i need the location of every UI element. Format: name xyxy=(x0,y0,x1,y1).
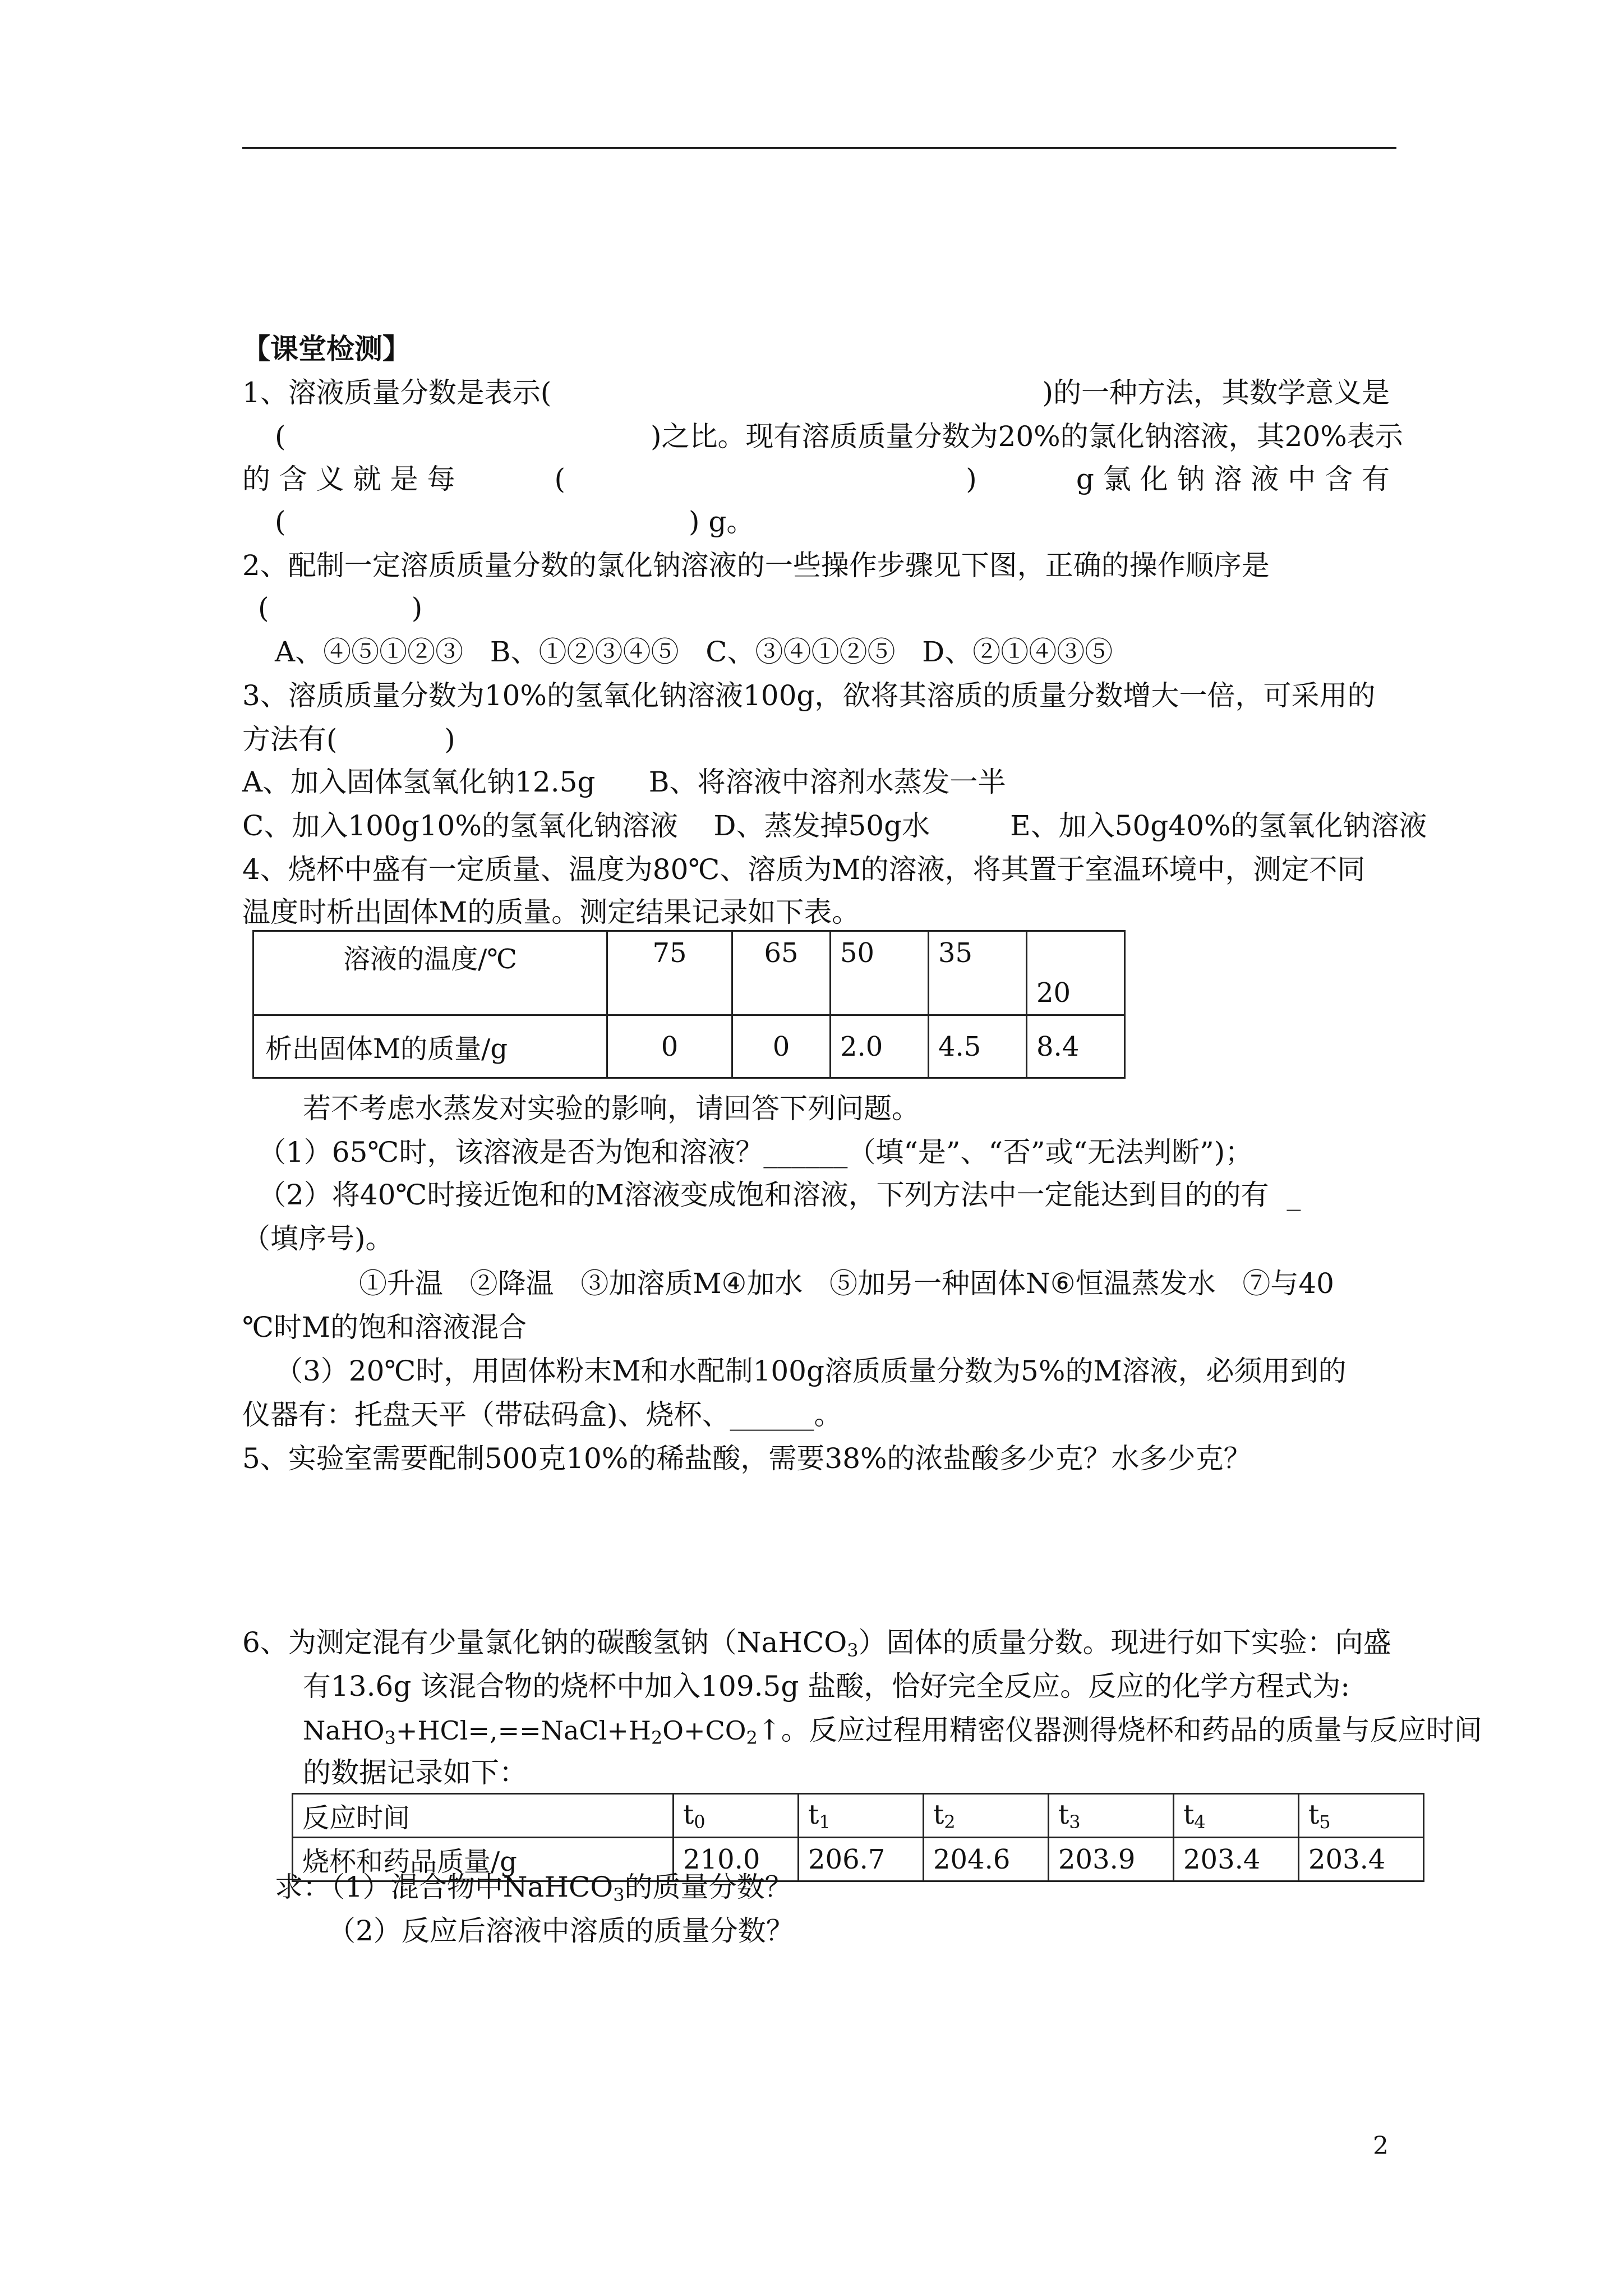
q4-stem1: 4、烧杯中盛有一定质量、温度为80℃、溶质为M的溶液，将其置于室温环境中，测定不同 xyxy=(242,853,1366,886)
q4-sub2-line1: （2）将40℃时接近饱和的M溶液变成饱和溶液，下列方法中一定能达到目的的有 _ xyxy=(258,1179,1301,1211)
q1-line2b: )之比。现有溶质质量分数为20%的氯化钠溶液，其20%表示 xyxy=(651,420,1403,453)
q5-stem: 5、实验室需要配制500克10%的稀盐酸，需要38%的浓盐酸多少克？水多少克？ xyxy=(242,1442,1252,1475)
q4-temp-cell: 75 xyxy=(607,931,732,1015)
header-rule xyxy=(242,147,1396,149)
q6-mass-cell: 206.7 xyxy=(799,1838,924,1881)
q6-mass-cell: 203.4 xyxy=(1174,1838,1299,1881)
q4-temp-label: 溶液的温度/℃ xyxy=(253,931,607,1015)
q2-stem: 2、配制一定溶质质量分数的氯化钠溶液的一些操作步骤见下图，正确的操作顺序是 xyxy=(242,549,1270,582)
q6-line1: 6、为测定混有少量氯化钠的碳酸氢钠（NaHCO$_3$）固体的质量分数。现进行如下实验：向盛 xyxy=(242,1626,1391,1661)
q6-time-cell: $t_1$ xyxy=(799,1794,924,1838)
q4-sub3-line2: 仪器有：托盘天平（带砝码盒)、烧杯、______。 xyxy=(242,1398,842,1431)
q6-equation: $NaHO_3+HCl=,==NaCl+H_2O+CO_2↑$。反应过程用精密仪器测得烧杯和药品的质量与反应时间 xyxy=(303,1714,1482,1749)
q6-time-cell: $t_3$ xyxy=(1049,1794,1174,1838)
q4-temp-cell: 65 xyxy=(732,931,831,1015)
q1-line3: 的 含 义 就 是 每 ( ) g 氯 化 钠 溶 液 中 含 有 xyxy=(242,463,1390,495)
q6-time-label: 反应时间 xyxy=(293,1794,674,1838)
q6-table-row-time xyxy=(293,1794,1424,1838)
q1-line4b: ) g。 xyxy=(689,505,755,538)
q3-stem2: 方法有( ) xyxy=(242,723,455,756)
q3-options-cde: C、加入100g10%的氢氧化钠溶液 D、蒸发掉50g水 E、加入50g40%的氢氧化钠溶液 xyxy=(242,809,1427,842)
q6-line4: 的数据记录如下： xyxy=(303,1756,527,1789)
q4-sub3-line1: （3）20℃时，用固体粉末M和水配制100g溶质质量分数为5%的M溶液，必须用到的 xyxy=(275,1355,1347,1387)
q6-mass-cell: 210.0 xyxy=(674,1838,799,1881)
q4-sub2-line2: （填序号)。 xyxy=(242,1222,394,1255)
q3-stem: 3、溶质质量分数为10%的氢氧化钠溶液100g，欲将其溶质的质量分数增大一倍，可采用的 xyxy=(242,679,1376,712)
q4-mass-cell: 0 xyxy=(607,1015,732,1078)
q2-options: A、④⑤①②③ B、①②③④⑤ C、③④①②⑤ D、②①④③⑤ xyxy=(275,636,1113,668)
q4-temp-cell: 35 xyxy=(929,931,1027,1015)
q4-table-row-mass xyxy=(253,1015,1125,1078)
q4-table xyxy=(252,930,1126,1079)
q4-sub2-options-cont: ℃时M的饱和溶液混合 xyxy=(242,1311,527,1343)
q4-temp-cell: 20 xyxy=(1027,931,1125,1015)
q4-sub2-options: ①升温 ②降温 ③加溶质M④加水 ⑤加另一种固体N⑥恒温蒸发水 ⑦与40 xyxy=(359,1267,1334,1300)
q6-line2: 有13.6g 该混合物的烧杯中加入109.5g 盐酸，恰好完全反应。反应的化学方程式为: xyxy=(303,1670,1350,1703)
q4-temp-cell: 50 xyxy=(831,931,929,1015)
q6-ask1: 求：（1）混合物中NaHCO$_3$的质量分数？ xyxy=(275,1871,793,1906)
q6-time-cell: $t_0$ xyxy=(674,1794,799,1838)
q6-time-cell: $t_4$ xyxy=(1174,1794,1299,1838)
q4-mass-cell: 8.4 xyxy=(1027,1015,1125,1078)
q4-mass-cell: 2.0 xyxy=(831,1015,929,1078)
q1-line2a: ( xyxy=(275,420,286,453)
q4-mass-label: 析出固体M的质量/g xyxy=(253,1015,607,1078)
q4-table-row-temp xyxy=(253,931,1125,1015)
q6-time-cell: $t_5$ xyxy=(1299,1794,1424,1838)
section-heading: 【课堂检测】 xyxy=(242,332,411,365)
q4-mass-cell: 4.5 xyxy=(929,1015,1027,1078)
q6-ask2: （2）反应后溶液中溶质的质量分数？ xyxy=(328,1915,794,1947)
q6-mass-cell: 203.9 xyxy=(1049,1838,1174,1881)
q2-blank: ( ) xyxy=(258,592,423,624)
page-number: 2 xyxy=(1373,2132,1389,2160)
q4-note: 若不考虑水蒸发对实验的影响，请回答下列问题。 xyxy=(303,1092,920,1125)
q4-mass-cell: 0 xyxy=(732,1015,831,1078)
q1-line1: 1、溶液质量分数是表示( )的一种方法，其数学意义是 xyxy=(242,376,1390,409)
q6-mass-label: 烧杯和药品质量/g xyxy=(293,1838,674,1881)
q6-time-cell: $t_2$ xyxy=(924,1794,1049,1838)
q3-options-ab: A、加入固体氢氧化钠12.5g B、将溶液中溶剂水蒸发一半 xyxy=(242,766,1006,798)
q1-line4a: ( xyxy=(275,505,286,538)
q6-mass-cell: 203.4 xyxy=(1299,1838,1424,1881)
q4-sub1: （1）65℃时，该溶液是否为饱和溶液？______（填“是”、“否”或“无法判断”)； xyxy=(258,1136,1253,1168)
q4-stem2: 温度时析出固体M的质量。测定结果记录如下表。 xyxy=(242,896,860,928)
q6-mass-cell: 204.6 xyxy=(924,1838,1049,1881)
